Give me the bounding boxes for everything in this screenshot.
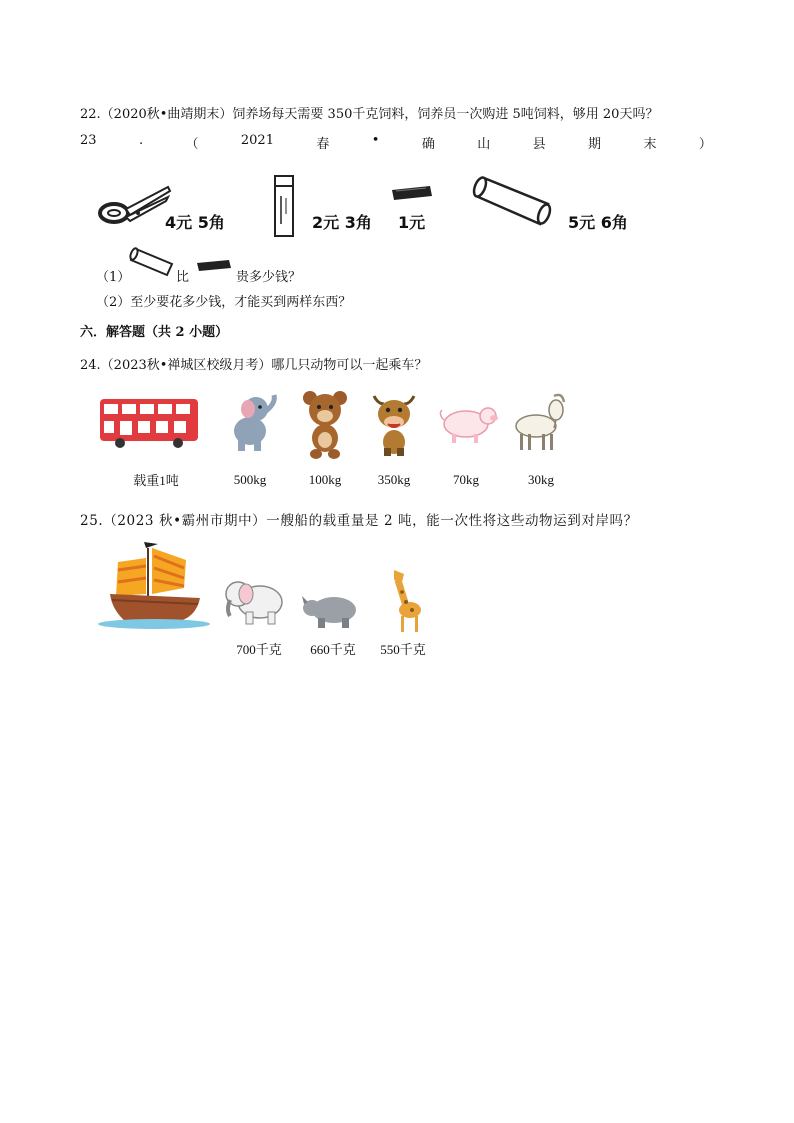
giraffe-weight-label: 550千克 — [380, 642, 426, 657]
goat-icon — [510, 392, 570, 456]
rhino-weight-label: 660千克 — [310, 642, 356, 657]
elephant-weight-label: 700千克 — [236, 642, 282, 657]
question-24: 24.（2023秋•禅城区校级月考）哪几只动物可以一起乘车？ — [80, 358, 428, 373]
q23-part: ） — [698, 137, 712, 152]
q23-part: （ — [185, 137, 199, 152]
elephant-icon — [226, 393, 278, 455]
q23-part: 确 — [421, 137, 435, 152]
paper-roll-icon — [130, 246, 176, 278]
bus-capacity-label: 载重1吨 — [133, 473, 179, 488]
pig-weight-label: 70kg — [453, 472, 479, 487]
eraser-icon — [195, 258, 233, 272]
sub-question-2: （2）至少要花多少钱，才能买到两样东西？ — [96, 295, 352, 310]
q23-part: 县 — [532, 137, 546, 152]
bear-weight-label: 100kg — [308, 472, 342, 487]
sailboat-icon — [96, 538, 214, 634]
glue-stick-price: 2元 3角 — [312, 213, 372, 232]
question-25: 25.（2023 秋•霸州市期中）一艘船的载重量是 2 吨，能一次性将这些动物运到对岸吗？ — [80, 513, 638, 529]
glue-stick-icon — [272, 174, 296, 240]
sub-question-1-tail: 贵多少钱？ — [236, 270, 302, 285]
question-23-header — [80, 133, 712, 152]
q23-part: . — [138, 133, 144, 148]
pig-icon — [436, 402, 500, 446]
q23-part: 2021 — [240, 133, 274, 148]
q23-part: 春 — [316, 137, 330, 152]
section-title: 六．解答题（共 2 小题） — [80, 325, 229, 340]
sub-question-1-compare: 比 — [176, 270, 190, 285]
elephant-weight-label: 500kg — [233, 472, 267, 487]
paper-roll-price: 5元 6角 — [568, 213, 628, 232]
q23-part: 23 — [80, 133, 97, 148]
q23-part: 山 — [477, 137, 491, 152]
goat-weight-label: 30kg — [528, 472, 554, 487]
q23-part: 期 — [588, 137, 602, 152]
scissors-price: 4元 5角 — [165, 213, 225, 232]
rhino-icon — [302, 590, 360, 630]
cow-icon — [368, 390, 420, 458]
cow-weight-label: 350kg — [377, 472, 411, 487]
bear-icon — [298, 390, 352, 460]
elephant-icon — [222, 576, 288, 628]
question-22: 22.（2020秋•曲靖期末）饲养场每天需要 350千克饲料，饲养员一次购进 5吨饲料，够用 20天吗？ — [80, 107, 659, 122]
paper-roll-icon — [474, 174, 556, 230]
q23-part: • — [371, 133, 380, 148]
eraser-price: 1元 — [398, 213, 426, 232]
sub-question-1-number: （1） — [96, 270, 131, 285]
giraffe-icon — [380, 566, 424, 634]
scissors-icon — [96, 183, 176, 233]
bus-icon — [98, 397, 200, 449]
q23-part: 末 — [643, 137, 657, 152]
eraser-icon — [390, 184, 434, 202]
